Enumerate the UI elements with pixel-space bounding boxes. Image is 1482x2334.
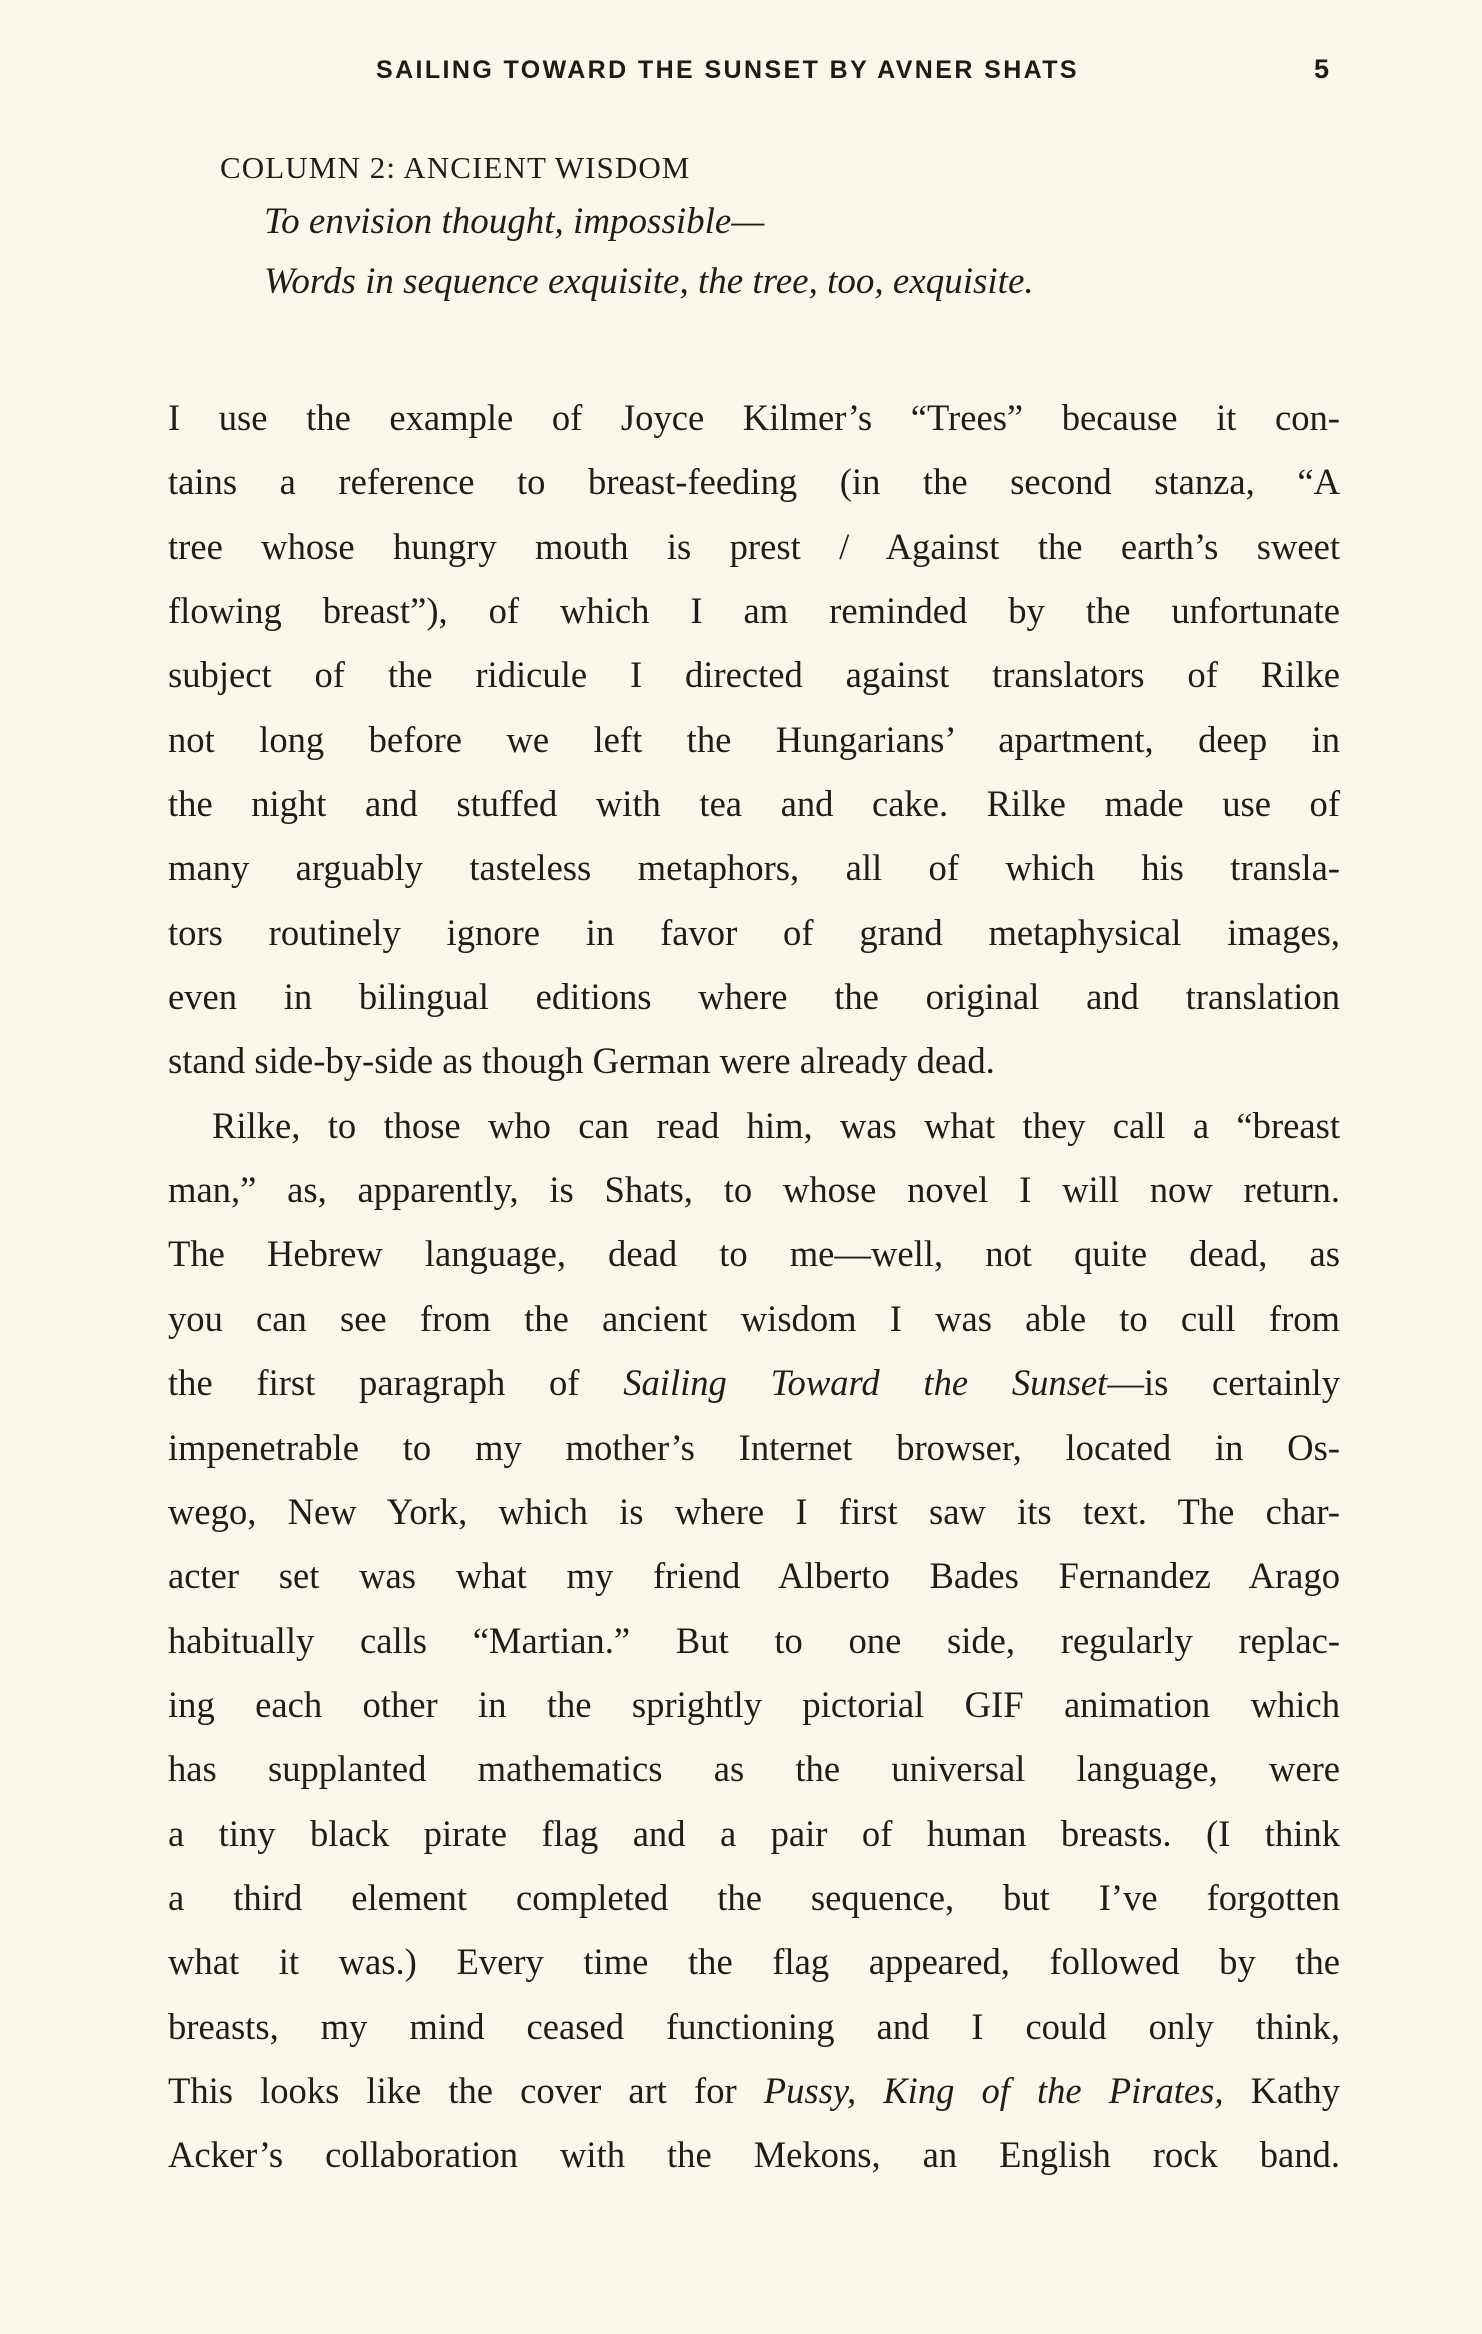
text-line — [168, 2059, 1340, 2123]
text-line: tains a reference to breast-feeding (in the second stanza, “A — [168, 461, 1340, 503]
text-line: stand side-by-side as though German were already dead. — [168, 1040, 995, 1082]
text-line: wego, New York, which is where I first saw its text. The char- — [168, 1490, 1340, 1532]
text-line: many arguably tasteless metaphors, all of which his transla- — [168, 847, 1340, 889]
book-title: Sailing Toward the Sunset — [623, 1362, 1108, 1404]
text-line: what it was.) Every time the flag appeared, followed by the — [168, 1941, 1340, 1983]
text-line: impenetrable to my mother’s Internet browser, located in Os- — [168, 1426, 1340, 1468]
epigraph-line: To envision thought, impossible— — [264, 201, 765, 242]
text-line: even in bilingual editions where the original and translation — [168, 976, 1340, 1018]
text-line: I use the example of Joyce Kilmer’s “Trees” because it con- — [168, 397, 1340, 438]
text-segment: Kathy — [1223, 2069, 1340, 2111]
text-line — [168, 1351, 1340, 1415]
text-line: has supplanted mathematics as the universal language, were — [168, 1748, 1340, 1790]
text-segment: —is certainly — [1107, 1362, 1340, 1404]
text-line: acter set was what my friend Alberto Bades Fernandez Arago — [168, 1555, 1340, 1597]
text-line: Rilke, to those who can read him, was what they call a “breast — [212, 1104, 1340, 1146]
text-line: The Hebrew language, dead to me—well, not quite dead, as — [168, 1233, 1340, 1275]
text-line: breasts, my mind ceased functioning and I could only think, — [168, 2005, 1340, 2047]
text-line: subject of the ridicule I directed against translators of Rilke — [168, 654, 1340, 696]
body-text — [168, 386, 1340, 2188]
text-line: the night and stuffed with tea and cake. Rilke made use of — [168, 783, 1340, 825]
text-line: Acker’s collaboration with the Mekons, an English rock band. — [168, 2134, 1340, 2176]
text-line: habitually calls “Martian.” But to one side, regularly replac- — [168, 1619, 1340, 1661]
text-line: not long before we left the Hungarians’ apartment, deep in — [168, 718, 1340, 760]
epigraph — [220, 148, 1320, 312]
column-heading: COLUMN 2: ANCIENT WISDOM — [220, 150, 691, 185]
text-line: a tiny black pirate flag and a pair of human breasts. (I think — [168, 1812, 1340, 1854]
book-title: Pussy, King of the Pirates, — [763, 2069, 1224, 2111]
text-line: tors routinely ignore in favor of grand metaphysical images, — [168, 911, 1340, 953]
text-line: tree whose hungry mouth is prest / Against the earth’s sweet — [168, 525, 1340, 567]
running-title: SAILING TOWARD THE SUNSET BY AVNER SHATS — [376, 56, 1079, 84]
page-number: 5 — [1314, 54, 1330, 84]
running-head — [0, 50, 1482, 90]
paragraph-2 — [168, 1094, 1340, 2188]
text-line: you can see from the ancient wisdom I was able to cull from — [168, 1297, 1340, 1339]
paragraph-1 — [168, 386, 1340, 1094]
text-line: man,” as, apparently, is Shats, to whose novel I will now return. — [168, 1169, 1340, 1211]
text-line: flowing breast”), of which I am reminded by the unfortunate — [168, 590, 1340, 632]
text-line: ing each other in the sprightly pictorial GIF animation which — [168, 1683, 1340, 1725]
text-line: a third element completed the sequence, but I’ve forgotten — [168, 1876, 1340, 1918]
epigraph-line: Words in sequence exquisite, the tree, too, exquisite. — [264, 261, 1034, 302]
text-segment: This looks like the cover art for — [168, 2069, 764, 2111]
text-segment: the first paragraph of — [168, 1362, 624, 1404]
